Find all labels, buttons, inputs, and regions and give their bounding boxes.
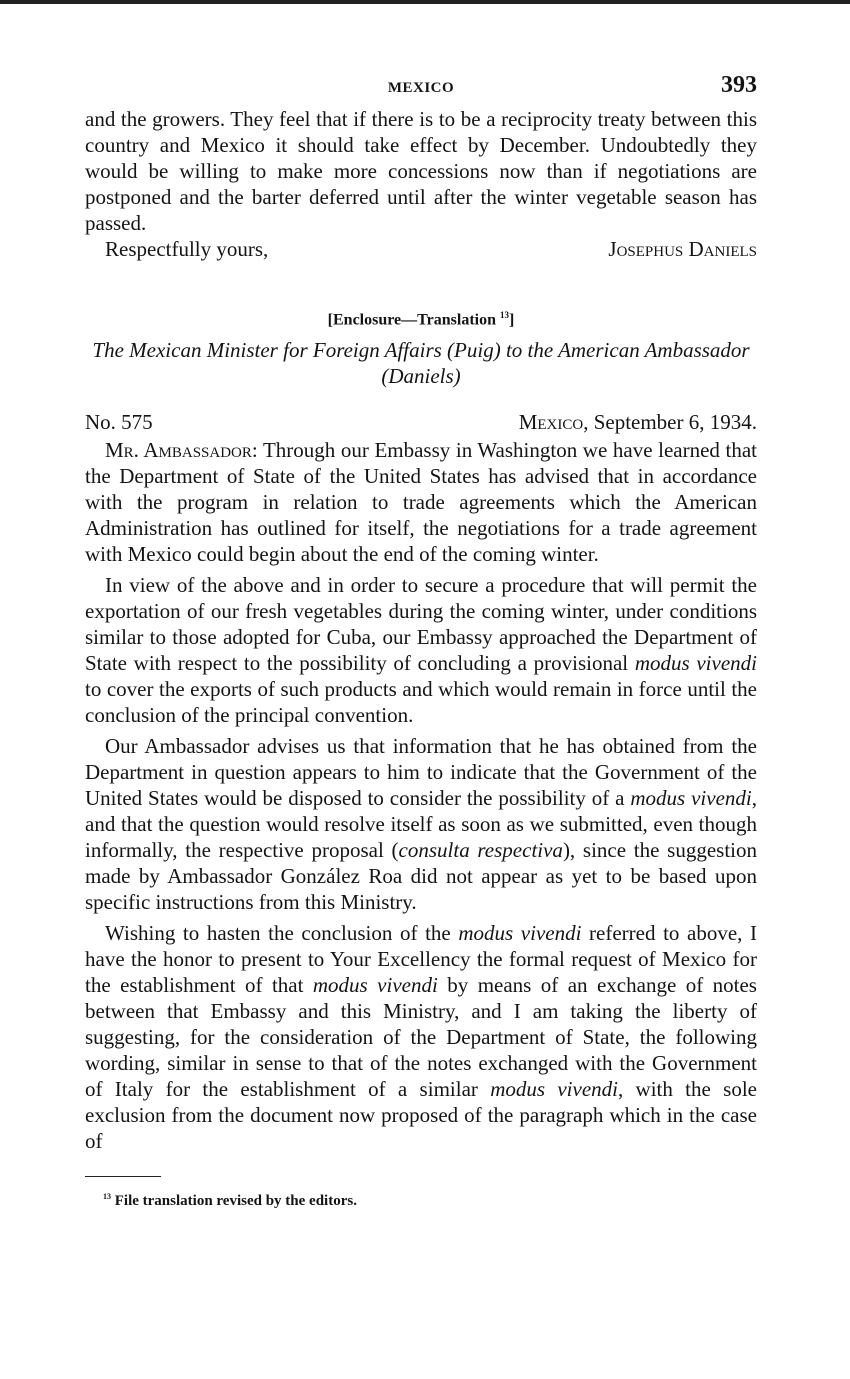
para4-g: , with the sole exclusion from the document now proposed of the paragraph which in the case of	[85, 1077, 757, 1154]
paragraph-4	[85, 920, 757, 1154]
title-part1: The Mexican Minister for Foreign Affairs	[92, 338, 448, 363]
place-date	[519, 409, 757, 435]
place: Mexico	[518, 410, 584, 435]
footnote-marker: 13	[103, 1192, 111, 1202]
para3-italic-2: consulta respectiva	[398, 838, 563, 863]
top-paragraph: and the growers. They feel that if there is to be a reciprocity treaty between this country and Mexico it should take effect by December. Undoubtedly they would be willing to make more concessions now than if negotiations are postponed and the barter deferred until after the winter vegetable season has passed.	[85, 107, 757, 235]
enclosure-footnote-ref: 13	[499, 310, 509, 320]
top-border-rule	[0, 0, 850, 4]
footnote-rule	[85, 1176, 161, 1177]
para4-e: by means of an exchange of notes between that Embassy and this Ministry, and I am taking the liberty of suggesting, for the consideration of the Department of State, the following wording, similar in sense to that of the notes exchanged with the Government of Italy for the establishment of a similar	[85, 973, 757, 1102]
para3-a: Our Ambassador advises us that information that he has obtained from the Department in question appears to him to indicate that the Government of the United States would be disposed to consider the possibility of a	[85, 734, 757, 811]
signatory: Josephus Daniels	[608, 237, 757, 261]
page-header	[85, 72, 757, 106]
running-head: MEXICO	[387, 80, 455, 96]
para2-italic: modus vivendi	[634, 651, 757, 676]
valediction: Respectfully yours,	[105, 237, 269, 261]
document-number: No. 575	[85, 410, 153, 435]
para4-italic-2: modus vivendi	[312, 973, 438, 998]
footnote-text: File translation revised by the editors.	[111, 1193, 357, 1210]
enclosure-label: [Enclosure—Translation	[327, 311, 496, 329]
enclosure-close: ]	[508, 311, 515, 329]
salutation: Mr. Ambassador:	[105, 438, 258, 463]
dateline	[85, 409, 757, 435]
document-title	[85, 337, 757, 389]
page-number: 393	[721, 72, 757, 98]
title-paren1: (Puig)	[447, 338, 501, 363]
para4-c: referred to above, I have the honor to present to Your Excellency the formal request of Mexico for the establishment of that	[85, 921, 757, 998]
para4-italic-3: modus vivendi	[490, 1077, 618, 1102]
para3-e: ), since the suggestion made by Ambassador González Roa did not appear as yet to be based upon specific instructions from this Ministry.	[85, 838, 757, 915]
title-part2: to the American Ambassador	[500, 338, 750, 363]
paragraph-1	[85, 437, 757, 567]
page-body	[85, 72, 757, 1211]
paragraph-3	[85, 733, 757, 915]
para2-a: In view of the above and in order to secure a procedure that will permit the exportation of our fresh vegetables during the coming winter, under conditions similar to those adopted for Cuba, our Embassy approached the Department of State with respect to the possibility of concluding a provisional	[85, 573, 757, 676]
date: , September 6, 1934.	[583, 410, 757, 435]
para2-c: to cover the exports of such products and which would remain in force until the conclusion of the principal convention.	[85, 677, 757, 728]
para4-italic-1: modus vivendi	[458, 921, 582, 946]
para1-text: Through our Embassy in Washington we have learned that the Department of State of the United States has advised that in accordance with the program in relation to trade agreements which the American Administration has outlined for itself, the negotiations for a trade agreement with Mexico could begin about the end of the coming winter.	[85, 438, 757, 567]
para3-c: , and that the question would resolve itself as soon as we submitted, even though informally, the respective proposal (	[85, 786, 757, 863]
para4-a: Wishing to hasten the conclusion of the	[105, 921, 459, 946]
para3-italic-1: modus vivendi	[630, 786, 752, 811]
closing	[85, 236, 757, 262]
footnote	[85, 1187, 757, 1211]
paragraph-2	[85, 572, 757, 728]
title-paren2: (Daniels)	[381, 364, 461, 389]
enclosure-heading	[85, 304, 757, 331]
